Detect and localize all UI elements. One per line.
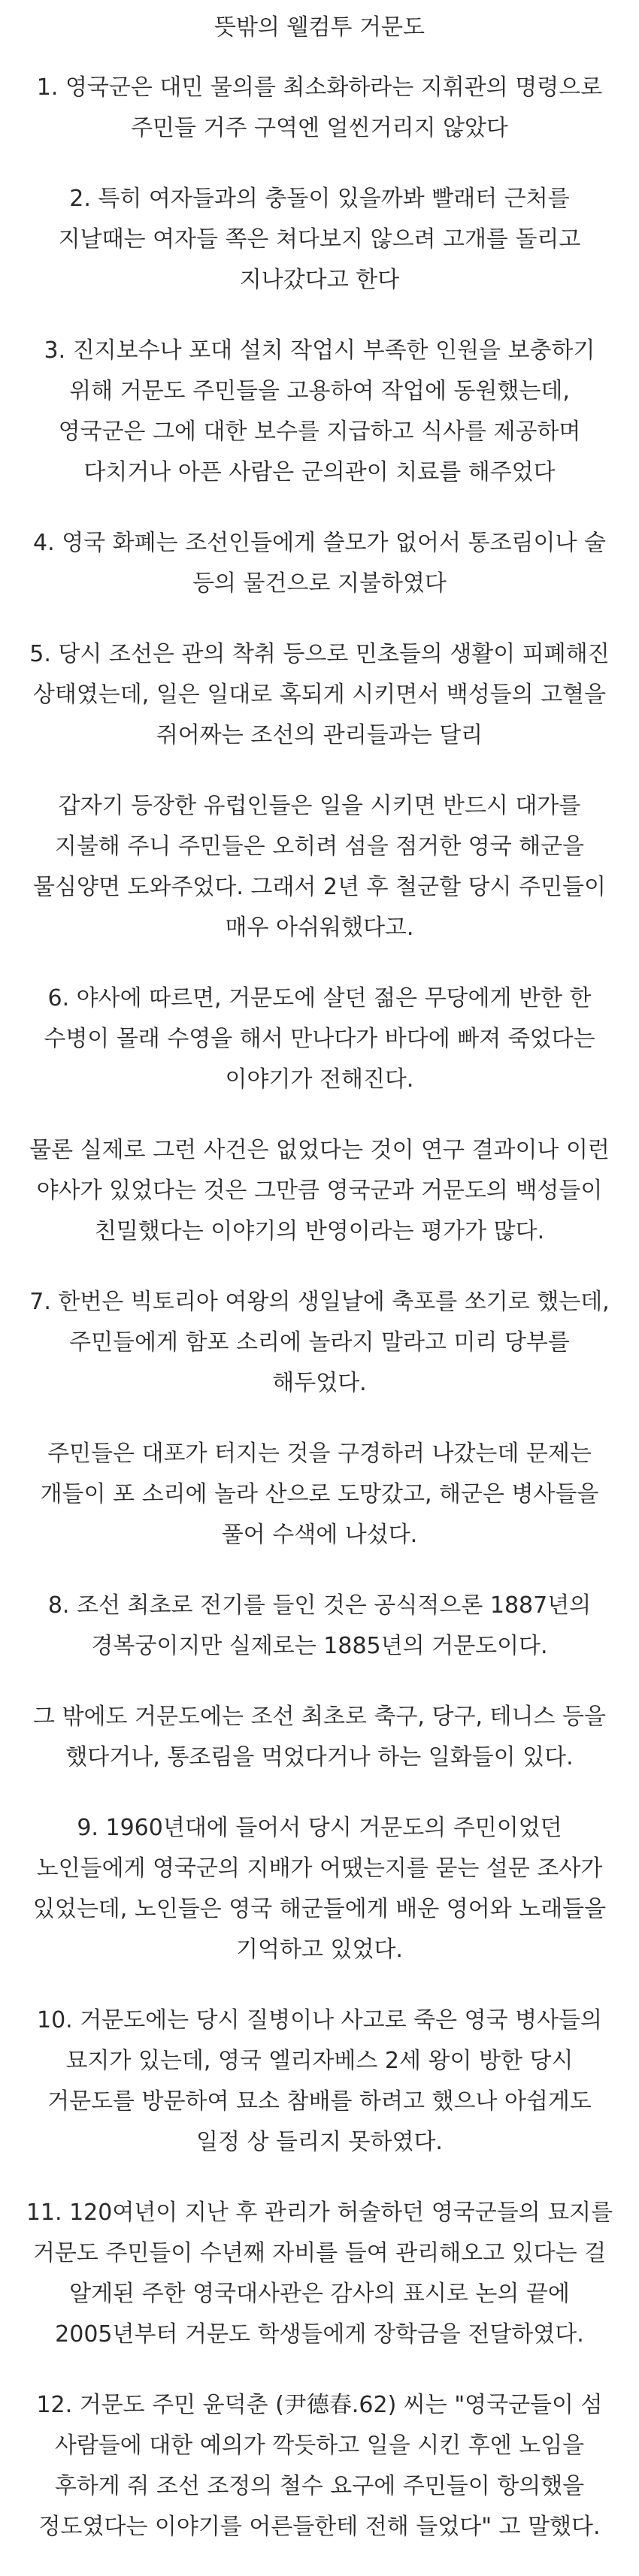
paragraph-6: 6. 야사에 따르면, 거문도에 살던 젊은 무당에게 반한 한 수병이 몰래 수영을 해서 만나다가 바다에 빠져 죽었다는 이야기가 전해진다.	[44, 985, 595, 1093]
article-title: 뜻밖의 웰컴투 거문도	[214, 14, 425, 41]
paragraph-8-continued: 그 밖에도 거문도에는 조선 최초로 축구, 당구, 테니스 등을 했다거나, 통조림을 먹었다거나 하는 일화들이 있다.	[33, 1704, 606, 1770]
paragraph-7: 7. 한번은 빅토리아 여왕의 생일날에 축포를 쏘기로 했는데, 주민들에게 함포 소리에 놀라지 말라고 미리 당부를 해두었다.	[29, 1289, 610, 1396]
paragraph-5: 5. 당시 조선은 관의 착취 등으로 민초들의 생활이 피폐해진 상태였는데, 일은 일대로 혹되게 시키면서 백성들의 고혈을 쥐어짜는 조선의 관리들과는 달리	[29, 641, 610, 748]
paragraph-4: 4. 영국 화폐는 조선인들에게 쓸모가 없어서 통조림이나 술 등의 물건으로 지불하였다	[33, 530, 606, 597]
paragraph-9: 9. 1960년대에 들어서 당시 거문도의 주민이었던 노인들에게 영국군의 지배가 어땠는지를 묻는 설문 조사가 있었는데, 노인들은 영국 해군들에게 배운 영어와 노래들을 기억하고 있었다.	[32, 1815, 607, 1963]
paragraph-7-continued: 주민들은 대포가 터지는 것을 구경하러 나갔는데 문제는 개들이 포 소리에 놀라 산으로 도망갔고, 해군은 병사들을 풀어 수색에 나섰다.	[40, 1441, 599, 1548]
paragraph-6-continued: 물론 실제로 그런 사건은 없었다는 것이 연구 결과이나 이런 야사가 있었다는 것은 그만큼 영국군과 거문도의 백성들이 친밀했다는 이야기의 반영이라는 평가가 많다.	[29, 1137, 610, 1244]
paragraph-1: 1. 영국군은 대민 물의를 최소화하라는 지휘관의 명령으로 주민들 거주 구역엔 얼씬거리지 않았다	[36, 74, 603, 141]
paragraph-10: 10. 거문도에는 당시 질병이나 사고로 죽은 영국 병사들의 묘지가 있는데, 영국 엘리자베스 2세 왕이 방한 당시 거문도를 방문하여 묘소 참배를 하려고 했으나 아쉽게도 일정 상 들리지 못하였다.	[36, 2007, 603, 2155]
paragraph-5-continued: 갑자기 등장한 유럽인들은 일을 시키면 반드시 대가를 지불해 주니 주민들은 오히려 섬을 점거한 영국 해군을 물심양면 도와주었다. 그래서 2년 후 철군할 당시 주민들이 매우 아쉬워했다고.	[33, 793, 606, 941]
paragraph-3: 3. 진지보수나 포대 설치 작업시 부족한 인원을 보충하기 위해 거문도 주민들을 고용하여 작업에 동원했는데, 영국군은 그에 대한 보수를 지급하고 식사를 제공하며 다치거나 아픈 사람은 군의관이 치료를 해주었다	[44, 337, 595, 485]
paragraph-12: 12. 거문도 주민 윤덕춘 (尹德春.62) 씨는 "영국군들이 섬 사람들에 대한 예의가 깍듯하고 일을 시킨 후엔 노임을 후하게 줘 조선 조정의 철수 요구에 주민들이 항의했을 정도였다는 이야기를 어른들한테 전해 들었다" 고 말했다.	[36, 2392, 603, 2540]
paragraph-11: 11. 120여년이 지난 후 관리가 허술하던 영국군들의 묘지를 거문도 주민들이 수년째 자비를 들여 관리해오고 있다는 걸 알게된 주한 영국대사관은 감사의 표시로 논의 끝에 2005년부터 거문도 학생들에게 장학금을 전달하였다.	[26, 2200, 613, 2348]
paragraph-2: 2. 특히 여자들과의 충돌이 있을까봐 빨래터 근처를 지날때는 여자들 쪽은 쳐다보지 않으려 고개를 돌리고 지나갔다고 한다	[58, 186, 581, 293]
paragraph-8: 8. 조선 최초로 전기를 들인 것은 공식적으론 1887년의 경복궁이지만 실제로는 1885년의 거문도이다.	[47, 1592, 592, 1659]
